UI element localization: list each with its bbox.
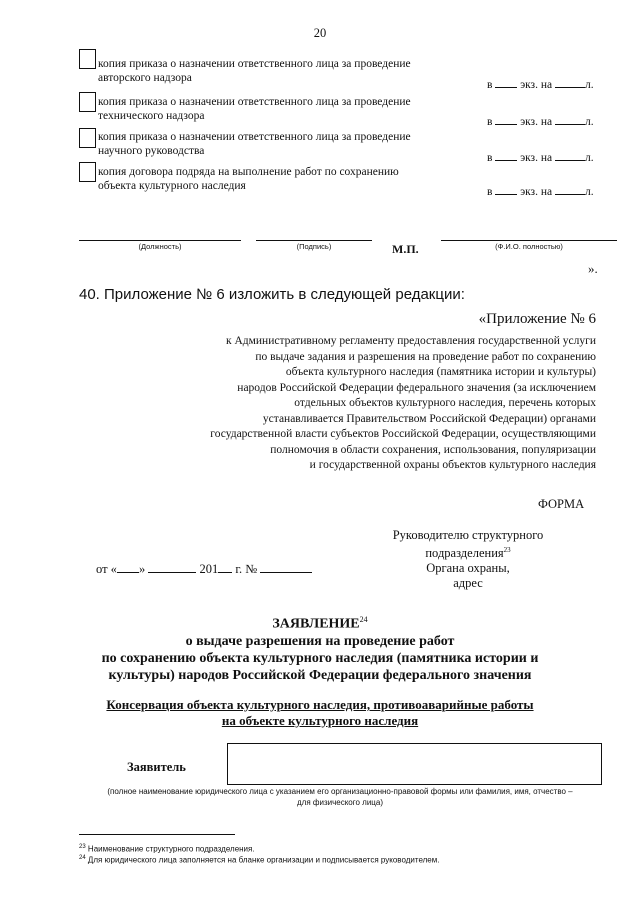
copies-row-2 xyxy=(487,112,594,129)
footnote-ref-23: 23 xyxy=(503,546,511,554)
copies-ekz: экз. на xyxy=(520,79,553,91)
copies-v: в xyxy=(487,186,493,198)
copies-l: л. xyxy=(585,116,594,128)
item-4-line1: копия договора подряда на выполнение работ по сохранению xyxy=(98,166,399,178)
copies-row-1 xyxy=(487,75,594,92)
date-year: 201 xyxy=(199,562,219,576)
closing-quote: ». xyxy=(588,261,598,276)
fio-label: (Ф.И.О. полностью) xyxy=(495,242,563,251)
applicant-hint-line1: (полное наименование юридического лица с указанием его организационно-правовой формы или фамилия, имя, отчество – xyxy=(107,787,573,796)
applicant-field[interactable] xyxy=(227,743,602,785)
addressee-block xyxy=(370,528,566,591)
checkbox-item-4[interactable] xyxy=(79,162,96,182)
item-2-line2: технического надзора xyxy=(98,110,205,122)
footnote-num: 24 xyxy=(79,855,86,861)
item-3-text xyxy=(98,130,411,158)
copies-count-field[interactable] xyxy=(495,112,517,125)
addressee-line3: Органа охраны, xyxy=(426,561,510,576)
applicant-hint xyxy=(80,786,600,808)
signature-label: (Подпись) xyxy=(296,242,332,251)
footnote-text: Для юридического лица заполняется на бланке организации и подписывается руководителем. xyxy=(85,855,440,865)
appendix-description xyxy=(140,334,596,474)
checkbox-item-2[interactable] xyxy=(79,92,96,112)
applicant-label: Заявитель xyxy=(127,760,186,774)
footnote-24 xyxy=(79,853,439,866)
pages-count-field[interactable] xyxy=(555,182,585,195)
copies-v: в xyxy=(487,79,493,91)
item-2-text xyxy=(98,95,411,123)
subtitle-line2: на объекте культурного наследия xyxy=(221,713,419,728)
copies-l: л. xyxy=(585,79,594,91)
copies-ekz: экз. на xyxy=(520,116,553,128)
subtitle-line1: Консервация объекта культурного наследия, противоаварийные работы xyxy=(106,697,534,712)
footnote-text: Наименование структурного подразделения. xyxy=(85,844,255,854)
appendix-line: устанавливается Правительством Российской Федерации) органами xyxy=(262,412,596,425)
checkbox-item-1[interactable] xyxy=(79,49,96,69)
appendix-line: по выдаче задания и разрешения на проведение работ по сохранению xyxy=(255,350,596,363)
application-title xyxy=(60,611,580,684)
title-line2: о выдаче разрешения на проведение работ xyxy=(185,633,455,649)
item-4-text xyxy=(98,165,399,193)
addressee-line4: адрес xyxy=(453,576,483,591)
appendix-line: объекта культурного наследия (памятника истории и культуры) xyxy=(285,366,596,378)
copies-v: в xyxy=(487,116,493,128)
date-close: » xyxy=(138,562,146,576)
pages-count-field[interactable] xyxy=(555,112,585,125)
appendix-line: и государственной охраны объектов культурного наследия xyxy=(309,459,596,471)
copies-count-field[interactable] xyxy=(495,148,517,161)
appendix-line: отдельных объектов культурного наследия, перечень которых xyxy=(294,397,596,409)
section-40-heading: 40. Приложение № 6 изложить в следующей редакции: xyxy=(79,286,465,303)
item-3-line2: научного руководства xyxy=(98,145,205,157)
copies-l: л. xyxy=(585,186,594,198)
pages-count-field[interactable] xyxy=(555,148,585,161)
month-field[interactable] xyxy=(148,560,196,573)
appendix-line: к Административному регламенту предоставления государственной услуги xyxy=(225,335,596,347)
date-line xyxy=(96,560,312,577)
pages-count-field[interactable] xyxy=(555,75,585,88)
year-field[interactable] xyxy=(218,560,232,573)
stamp-label: М.П. xyxy=(392,242,419,256)
footnote-divider xyxy=(79,834,235,835)
appendix-line: народов Российской Федерации федерального значения (за исключением xyxy=(237,381,596,394)
item-1-text xyxy=(98,57,411,85)
day-field[interactable] xyxy=(117,560,139,573)
item-1-line1: копия приказа о назначении ответственного лица за проведение xyxy=(98,58,411,70)
copies-row-4 xyxy=(487,182,594,199)
date-ot: от « xyxy=(96,562,117,576)
applicant-hint-line2: для физического лица) xyxy=(297,798,383,807)
form-label: ФОРМА xyxy=(538,497,585,511)
title-line3: по сохранению объекта культурного наследия (памятника истории и xyxy=(101,650,539,666)
appendix-title: «Приложение № 6 xyxy=(478,311,596,327)
signature-line[interactable] xyxy=(256,240,372,241)
date-number-label: г. № xyxy=(235,562,258,576)
appendix-line: государственной власти субъектов Российской Федерации, осуществляющими xyxy=(210,428,596,440)
item-1-line2: авторского надзора xyxy=(98,72,192,84)
copies-l: л. xyxy=(585,152,594,164)
fio-line[interactable] xyxy=(441,240,617,241)
position-line[interactable] xyxy=(79,240,241,241)
item-2-line1: копия приказа о назначении ответственного лица за проведение xyxy=(98,96,411,108)
work-type-subtitle xyxy=(60,697,580,729)
addressee-line1: Руководителю структурного xyxy=(392,528,544,542)
copies-ekz: экз. на xyxy=(520,152,553,164)
item-3-line1: копия приказа о назначении ответственного лица за проведение xyxy=(98,131,411,143)
number-field[interactable] xyxy=(260,560,312,573)
copies-count-field[interactable] xyxy=(495,182,517,195)
addressee-line2: подразделения xyxy=(425,546,504,561)
title-main: ЗАЯВЛЕНИЕ xyxy=(272,616,360,632)
title-line4: культуры) народов Российской Федерации федерального значения xyxy=(108,667,532,683)
copies-count-field[interactable] xyxy=(495,75,517,88)
footnote-ref-24: 24 xyxy=(359,615,368,624)
copies-ekz: экз. на xyxy=(520,186,553,198)
checkbox-item-3[interactable] xyxy=(79,128,96,148)
item-4-line2: объекта культурного наследия xyxy=(98,180,246,192)
page-number: 20 xyxy=(313,26,327,40)
appendix-line: полномочия в области сохранения, использования, популяризации xyxy=(270,443,596,456)
copies-v: в xyxy=(487,152,493,164)
footnote-num: 23 xyxy=(79,844,86,850)
copies-row-3 xyxy=(487,148,594,165)
position-label: (Должность) xyxy=(138,242,182,251)
